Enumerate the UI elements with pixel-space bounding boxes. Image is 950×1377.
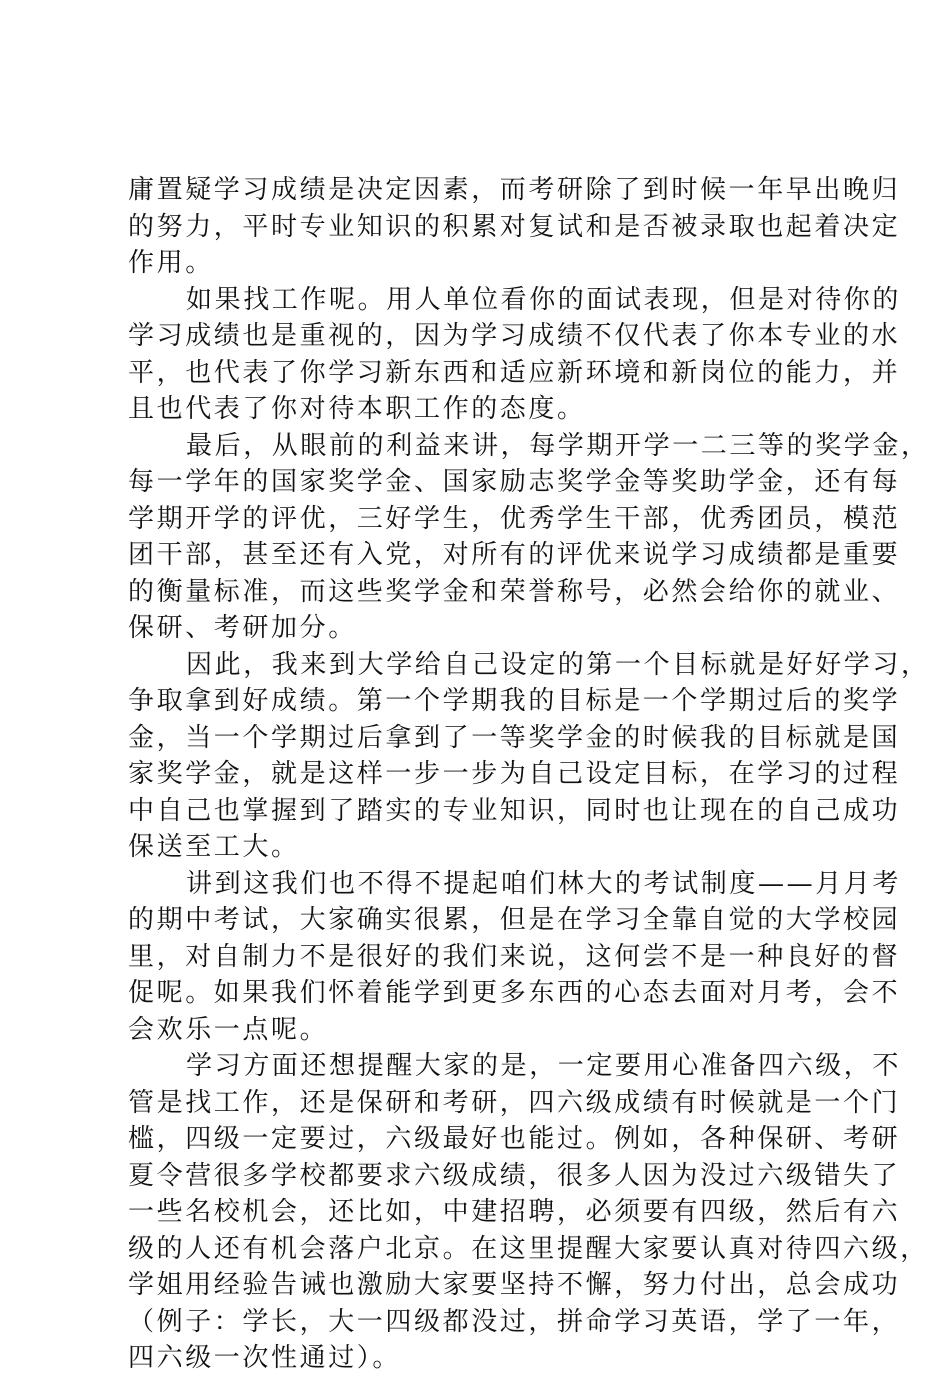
document-body: [128, 172, 930, 1377]
paragraph: [128, 428, 930, 647]
paragraph: [128, 866, 902, 1049]
text-line: 中自己也掌握到了踏实的专业知识，同时也让现在的自己成功: [128, 795, 901, 826]
text-line: 最后，从眼前的利益来讲，每学期开学一二三等的奖学金，: [186, 430, 930, 461]
text-line: 管是找工作，还是保研和考研，四六级成绩有时候就是一个门: [128, 1087, 901, 1118]
text-line: 促呢。如果我们怀着能学到更多东西的心态去面对月考，会不: [128, 978, 901, 1008]
text-line: 的衡量标准，而这些奖学金和荣誉称号，必然会给你的就业、: [128, 576, 901, 607]
text-line: 一些名校机会，还比如，中建招聘，必须要有四级，然后有六: [128, 1197, 901, 1227]
text-line: 团干部，甚至还有入党，对所有的评优来说学习成绩都是重要: [128, 540, 901, 570]
text-line: 如果找工作呢。用人单位看你的面试表现，但是对待你的: [186, 284, 902, 315]
text-line: 保研、考研加分。: [128, 613, 357, 643]
text-line: 作用。: [128, 248, 214, 278]
text-line: 学习成绩也是重视的，因为学习成绩不仅代表了你本专业的水: [128, 321, 901, 351]
text-line: 级的人还有机会落户北京。在这里提醒大家要认真对待四六级，: [128, 1233, 929, 1264]
text-line: 槛，四级一定要过，六级最好也能过。例如，各种保研、考研: [128, 1124, 901, 1154]
text-line: 夏令营很多学校都要求六级成绩，很多人因为没过六级错失了: [128, 1160, 901, 1191]
text-line: 保送至工大。: [128, 832, 300, 862]
text-line: 四六级一次性通过）。: [128, 1343, 402, 1373]
paragraph: [128, 282, 902, 428]
text-line: 的期中考试，大家确实很累，但是在学习全靠自觉的大学校园: [128, 905, 901, 935]
text-line: 平，也代表了你学习新东西和适应新环境和新岗位的能力，并: [128, 357, 901, 388]
text-line: 学期开学的评优，三好学生，优秀学生干部，优秀团员，模范: [128, 503, 901, 534]
text-line: 学姐用经验告诫也激励大家要坚持不懈，努力付出，总会成功: [128, 1270, 901, 1300]
paragraph: [128, 172, 901, 282]
text-line: 里，对自制力不是很好的我们来说，这何尝不是一种良好的督: [128, 941, 901, 972]
text-line: 讲到这我们也不得不提起咱们林大的考试制度——月月考: [186, 868, 902, 899]
text-line: 金，当一个学期过后拿到了一等奖学金的时候我的目标就是国: [128, 722, 901, 753]
text-line: 学习方面还想提醒大家的是，一定要用心准备四六级，不: [186, 1051, 902, 1081]
paragraph: [128, 647, 930, 866]
text-line: 因此，我来到大学给自己设定的第一个目标就是好好学习，: [186, 649, 930, 680]
text-line: 庸置疑学习成绩是决定因素，而考研除了到时候一年早出晚归: [128, 175, 901, 205]
paragraph: [128, 1048, 929, 1377]
text-line: 的努力，平时专业知识的积累对复试和是否被录取也起着决定: [128, 211, 901, 242]
text-line: 每一学年的国家奖学金、国家励志奖学金等奖助学金，还有每: [128, 467, 901, 497]
text-line: （例子：学长，大一四级都没过，拼命学习英语，学了一年，: [128, 1306, 901, 1337]
text-line: 会欢乐一点呢。: [128, 1014, 329, 1045]
text-line: 且也代表了你对待本职工作的态度。: [128, 394, 586, 424]
text-line: 家奖学金，就是这样一步一步为自己设定目标，在学习的过程: [128, 759, 901, 789]
text-line: 争取拿到好成绩。第一个学期我的目标是一个学期过后的奖学: [128, 686, 901, 716]
